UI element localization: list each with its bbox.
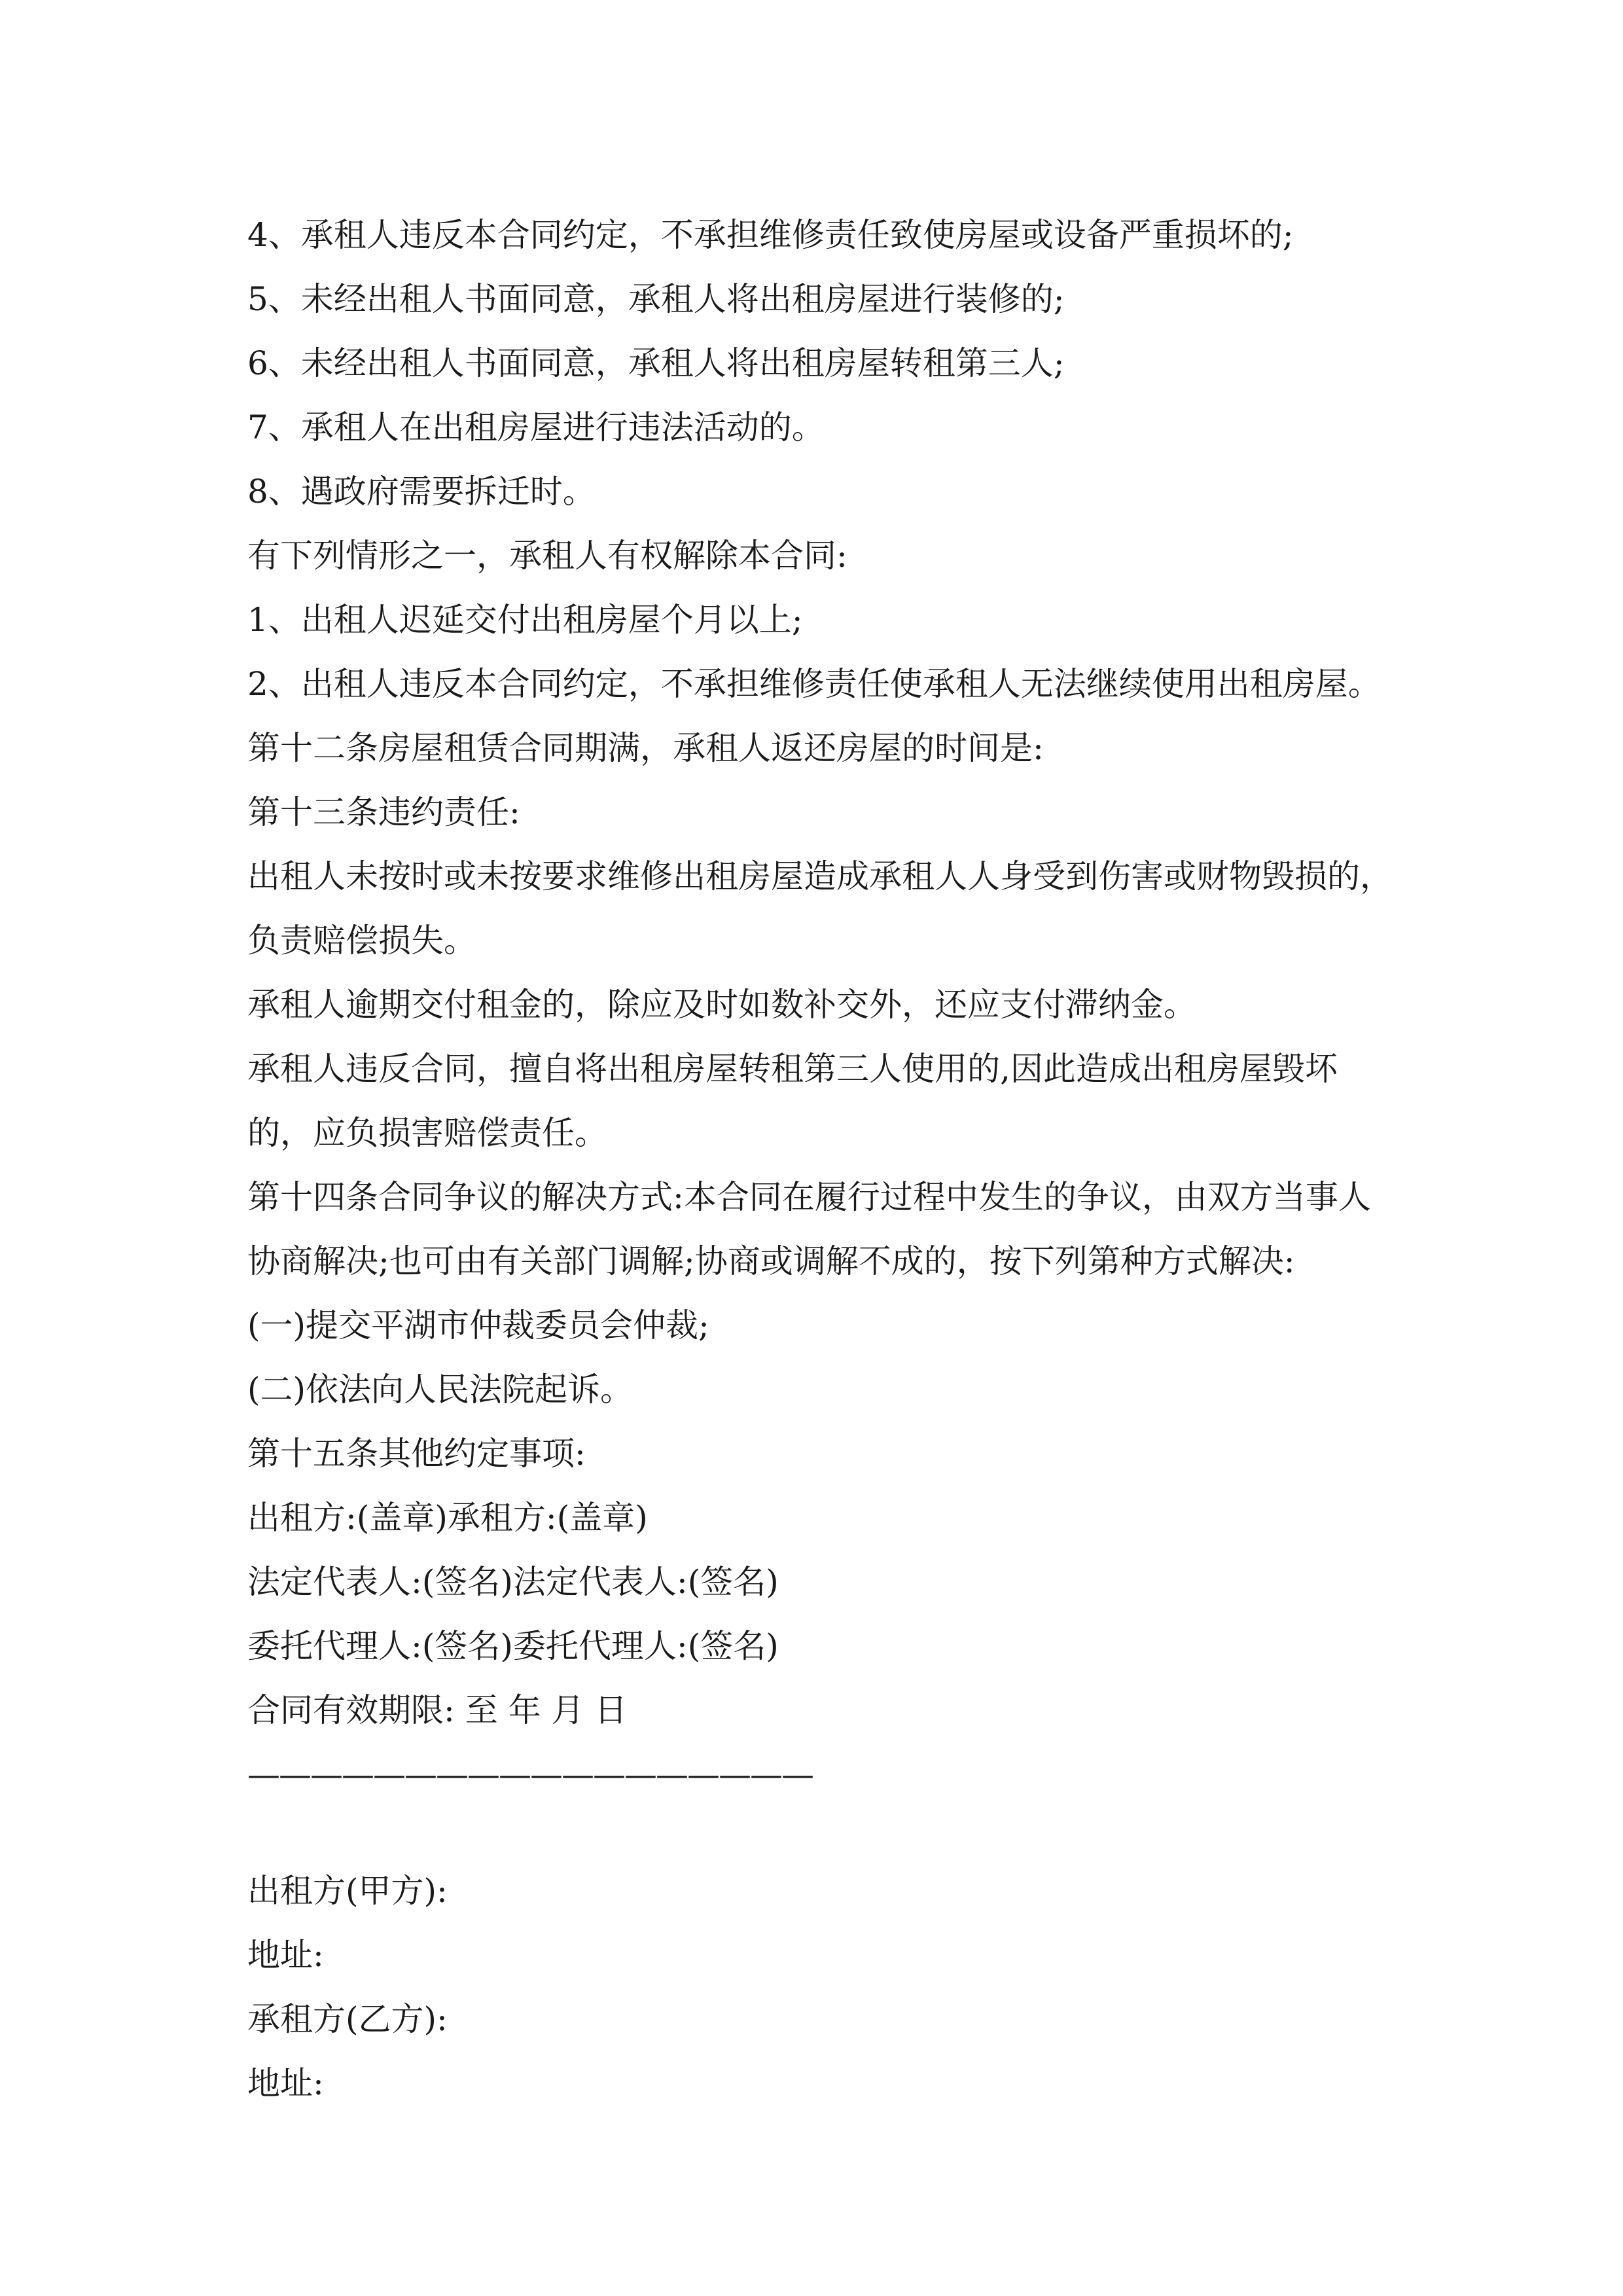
clause-item-5: 5、未经出租人书面同意，承租人将出租房屋进行装修的; (247, 280, 1065, 318)
tenant-termination-item-2: 2、出租人违反本合同约定，不承担维修责任使承租人无法继续使用出租房屋。 (247, 665, 1381, 703)
spacer (247, 1806, 1425, 1859)
dispute-option-2: (二)依法向人民法院起诉。 (247, 1371, 633, 1408)
article-14-dispute: 第十四条合同争议的解决方式:本合同在履行过程中发生的争议，由双方当事人协商解决;也可由有关部门调解;协商或调解不成的，按下列第种方式解决: (247, 1178, 1371, 1280)
article-15-heading: 第十五条其他约定事项: (247, 1435, 586, 1473)
separator-line: —————————————————— (247, 1755, 813, 1793)
document-body (247, 203, 1425, 2115)
party-a-label: 出租方(甲方): (247, 1872, 448, 1910)
paragraph-late-rent: 承租人逾期交付租金的，除应及时如数补交外，还应支付滞纳金。 (247, 986, 1196, 1024)
party-b-address: 地址: (247, 2064, 324, 2102)
clause-item-7: 7、承租人在出租房屋进行违法活动的。 (247, 408, 825, 446)
article-12: 第十二条房屋租赁合同期满，承租人返还房屋的时间是: (247, 729, 1044, 767)
tenant-termination-intro: 有下列情形之一，承租人有权解除本合同: (247, 537, 847, 575)
article-13-heading: 第十三条违约责任: (247, 793, 520, 831)
dispute-option-1: (一)提交平湖市仲裁委员会仲裁; (247, 1306, 709, 1344)
clause-item-8: 8、遇政府需要拆迁时。 (247, 473, 596, 511)
party-a-address: 地址: (247, 1936, 324, 1974)
paragraph-sublet: 承租人违反合同，擅自将出租房屋转租第三人使用的,因此造成出租房屋毁坏的，应负损害赔偿责任。 (247, 1050, 1338, 1152)
clause-item-6: 6、未经出租人书面同意，承租人将出租房屋转租第三人; (247, 344, 1065, 382)
tenant-termination-item-1: 1、出租人迟延交付出租房屋个月以上; (247, 601, 803, 639)
contract-validity-period: 合同有效期限: 至 年 月 日 (247, 1691, 628, 1729)
signature-agent-row: 委托代理人:(签名)委托代理人:(签名) (247, 1627, 779, 1665)
party-b-label: 承租方(乙方): (247, 2000, 448, 2038)
signature-seal-row: 出租方:(盖章)承租方:(盖章) (247, 1499, 648, 1537)
signature-legal-rep-row: 法定代表人:(签名)法定代表人:(签名) (247, 1563, 779, 1601)
paragraph-lessor-repair: 出租人未按时或未按要求维修出租房屋造成承租人人身受到伤害或财物毁损的，负责赔偿损失。 (247, 857, 1393, 960)
clause-item-4: 4、承租人违反本合同约定，不承担维修责任致使房屋或设备严重损坏的; (247, 216, 1294, 254)
